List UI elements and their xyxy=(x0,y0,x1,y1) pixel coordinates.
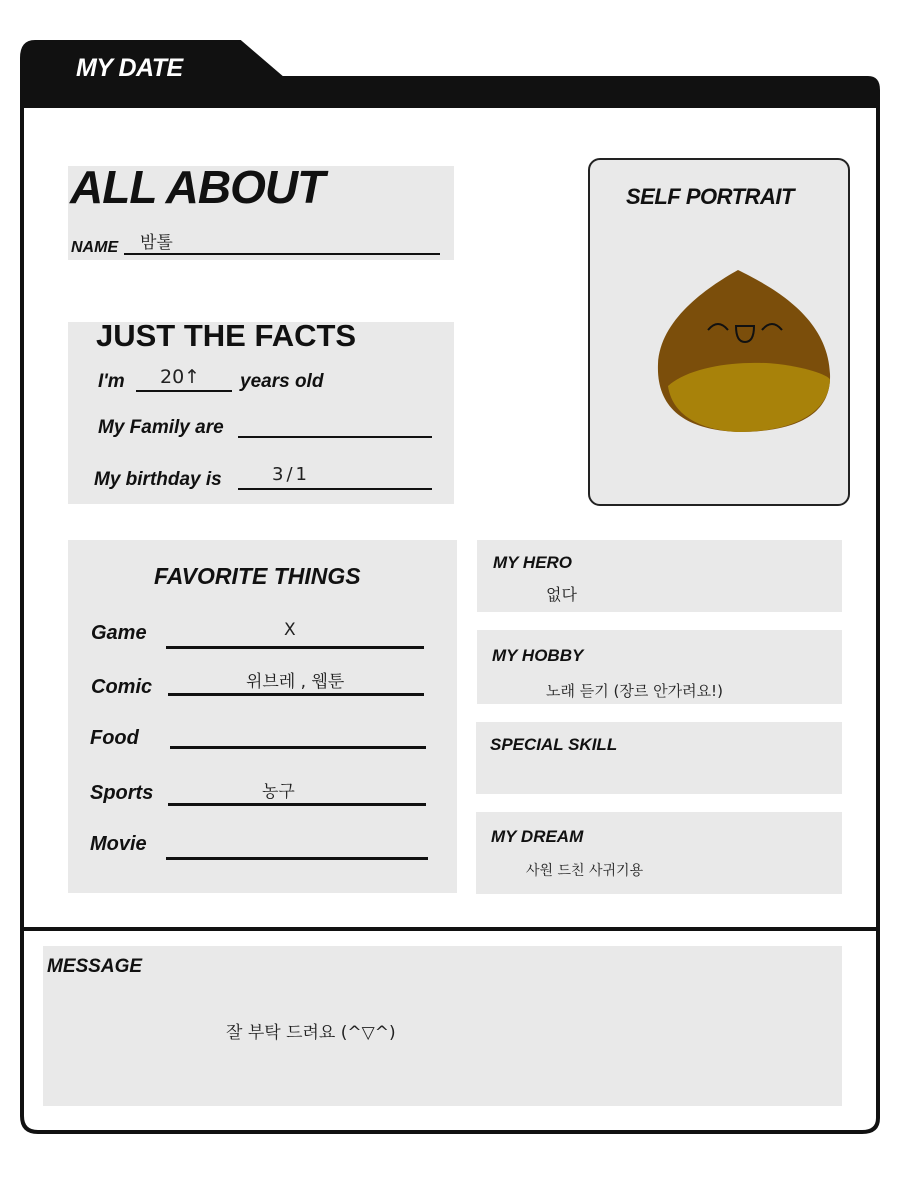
my-hero-label: MY HERO xyxy=(493,553,573,572)
favorite-things-title: FAVORITE THINGS xyxy=(154,563,361,589)
favorite-food-field[interactable] xyxy=(170,728,426,749)
chestnut-drawing xyxy=(650,262,836,438)
my-dream-box[interactable] xyxy=(476,812,842,894)
header-title: MY DATE xyxy=(76,54,183,82)
favorite-sports-value: 농구 xyxy=(262,782,295,802)
my-hobby-label: MY HOBBY xyxy=(492,646,584,665)
favorite-movie-field[interactable] xyxy=(166,839,428,860)
favorite-game-value: X xyxy=(284,620,296,640)
name-value: 밤톨 xyxy=(140,233,173,253)
special-skill-label: SPECIAL SKILL xyxy=(490,735,618,754)
message-value: 잘 부탁 드려요 (^▽^) xyxy=(226,1023,396,1043)
family-label: My Family are xyxy=(98,417,224,438)
my-dream-value: 사원 드친 사귀기용 xyxy=(526,863,644,879)
my-dream-label: MY DREAM xyxy=(491,827,584,846)
favorite-food-label: Food xyxy=(90,727,139,749)
family-field[interactable] xyxy=(238,418,432,438)
my-hero-value: 없다 xyxy=(546,585,577,604)
age-value: 20↑ xyxy=(160,366,201,388)
birthday-field[interactable] xyxy=(238,470,432,490)
all-about-title: ALL ABOUT xyxy=(70,161,325,213)
message-box[interactable] xyxy=(43,946,842,1106)
message-label: MESSAGE xyxy=(47,956,143,977)
favorite-sports-field[interactable] xyxy=(168,785,426,806)
just-the-facts-title: JUST THE FACTS xyxy=(96,318,357,353)
favorite-comic-value: 위브레 , 웹툰 xyxy=(246,672,345,692)
birthday-value: 3/1 xyxy=(272,464,310,485)
favorite-movie-label: Movie xyxy=(90,833,147,855)
favorite-game-label: Game xyxy=(91,622,147,644)
favorite-sports-label: Sports xyxy=(90,782,154,804)
special-skill-box[interactable] xyxy=(476,722,842,794)
birthday-label: My birthday is xyxy=(94,469,222,490)
self-portrait-title: SELF PORTRAIT xyxy=(626,184,794,209)
age-suffix: years old xyxy=(240,371,324,392)
favorite-comic-label: Comic xyxy=(91,676,153,698)
my-hero-box[interactable] xyxy=(477,540,842,612)
name-label: NAME xyxy=(71,239,119,256)
age-prefix: I'm xyxy=(98,371,125,392)
my-hobby-value: 노래 듣기 (장르 안가려요!) xyxy=(546,682,723,700)
